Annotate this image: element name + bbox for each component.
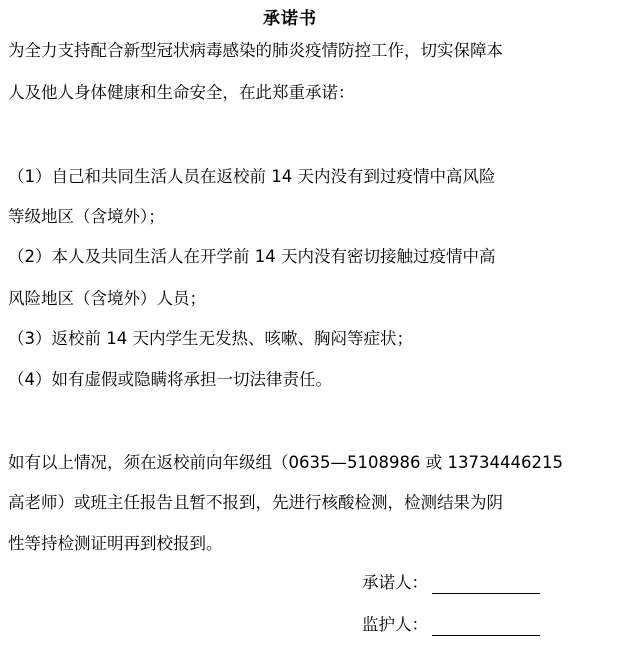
notice-line-2: 高老师）或班主任报告且暂不报到，先进行核酸检测，检测结果为阴	[8, 493, 503, 512]
intro-line-2: 人及他人身体健康和生命安全，在此郑重承诺：	[8, 83, 355, 102]
item-3-line-1: （3）返校前 14 天内学生无发热、咳嗽、胸闷等症状；	[8, 329, 413, 348]
notice-line-1: 如有以上情况，须在返校前向年级组（0635—5108986 或 13734446215	[8, 453, 563, 472]
promisor-signature-row	[362, 572, 540, 594]
guardian-signature-row	[362, 614, 540, 636]
notice-line-3: 性等持检测证明再到校报到。	[8, 534, 223, 553]
item-2-line-1: （2）本人及共同生活人在开学前 14 天内没有密切接触过疫情中高	[8, 247, 496, 266]
intro-line-1: 为全力支持配合新型冠状病毒感染的肺炎疫情防控工作，切实保障本	[8, 41, 503, 60]
item-1-line-1: （1）自己和共同生活人员在返校前 14 天内没有到过疫情中高风险	[8, 167, 496, 186]
item-4-line-1: （4）如有虚假或隐瞒将承担一切法律责任。	[8, 370, 332, 389]
promisor-signature-line	[432, 575, 540, 594]
guardian-signature-line	[432, 617, 540, 636]
item-1-line-2: 等级地区（含境外）；	[8, 207, 165, 226]
guardian-label: 监护人：	[362, 615, 428, 634]
promisor-label: 承诺人：	[362, 573, 428, 592]
item-2-line-2: 风险地区（含境外）人员；	[8, 289, 206, 308]
document-title: 承诺书	[263, 9, 317, 29]
